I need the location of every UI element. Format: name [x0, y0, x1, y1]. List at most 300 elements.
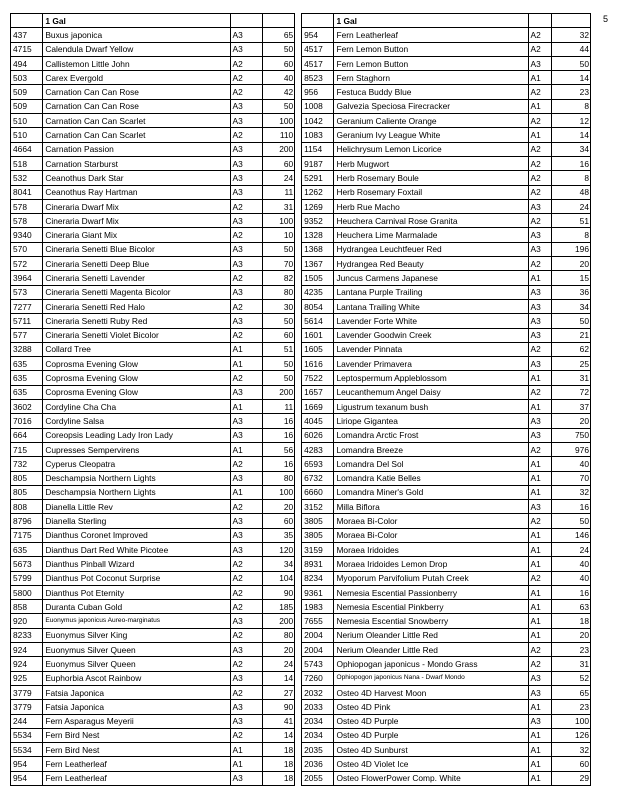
- left-plant-name: Cineraria Senetti Ruby Red: [43, 314, 230, 328]
- left-plant-name: Cineraria Senetti Violet Bicolor: [43, 328, 230, 342]
- right-item-code: 3152: [302, 500, 334, 514]
- column-gap: [295, 185, 302, 199]
- left-grade: A2: [230, 500, 262, 514]
- right-item-code: 6660: [302, 485, 334, 499]
- right-quantity: 48: [551, 185, 590, 199]
- table-row: [11, 185, 591, 199]
- column-gap: [295, 628, 302, 642]
- column-gap: [295, 457, 302, 471]
- left-plant-name: Deschampsia Northern Lights: [43, 471, 230, 485]
- table-row: [11, 628, 591, 642]
- right-grade: A1: [528, 128, 551, 142]
- right-item-code: 2004: [302, 628, 334, 642]
- header-blank: [11, 14, 43, 28]
- left-quantity: 50: [262, 357, 294, 371]
- column-gap: [295, 771, 302, 785]
- left-grade: A3: [230, 614, 262, 628]
- table-row: [11, 743, 591, 757]
- left-item-code: 715: [11, 442, 43, 456]
- left-plant-name: Cineraria Senetti Deep Blue: [43, 257, 230, 271]
- right-item-code: 2034: [302, 714, 334, 728]
- left-item-code: 3779: [11, 685, 43, 699]
- left-quantity: 35: [262, 528, 294, 542]
- right-plant-name: Juncus Carmens Japanese: [334, 271, 528, 285]
- right-quantity: 20: [551, 628, 590, 642]
- right-plant-name: Lavender Goodwin Creek: [334, 328, 528, 342]
- right-item-code: 1154: [302, 142, 334, 156]
- right-quantity: 72: [551, 385, 590, 399]
- left-grade: A2: [230, 457, 262, 471]
- column-gap: [295, 557, 302, 571]
- right-quantity: 20: [551, 414, 590, 428]
- right-grade: A1: [528, 557, 551, 571]
- right-item-code: 8523: [302, 71, 334, 85]
- left-item-code: 808: [11, 500, 43, 514]
- column-gap: [295, 685, 302, 699]
- right-grade: A2: [528, 257, 551, 271]
- column-gap: [295, 428, 302, 442]
- left-plant-name: Carnation Can Can Scarlet: [43, 114, 230, 128]
- column-gap: [295, 257, 302, 271]
- left-quantity: 200: [262, 385, 294, 399]
- column-gap: [295, 614, 302, 628]
- column-gap: [295, 643, 302, 657]
- left-item-code: 570: [11, 242, 43, 256]
- right-plant-name: Ligustrum texanum bush: [334, 400, 528, 414]
- left-grade: A2: [230, 328, 262, 342]
- left-quantity: 34: [262, 557, 294, 571]
- right-plant-name: Ophiopogon japonicus Nana - Dwarf Mondo: [334, 671, 528, 685]
- left-item-code: 732: [11, 457, 43, 471]
- right-quantity: 21: [551, 328, 590, 342]
- right-plant-name: Moraea Bi-Color: [334, 514, 528, 528]
- right-quantity: 51: [551, 214, 590, 228]
- column-gap: [295, 442, 302, 456]
- right-plant-name: Osteo 4D Violet Ice: [334, 757, 528, 771]
- column-gap: [295, 214, 302, 228]
- left-plant-name: Dianthus Dart Red White Picotee: [43, 542, 230, 556]
- right-grade: A1: [528, 628, 551, 642]
- right-item-code: 4283: [302, 442, 334, 456]
- left-grade: A3: [230, 171, 262, 185]
- left-item-code: 5711: [11, 314, 43, 328]
- right-quantity: 40: [551, 457, 590, 471]
- table-row: [11, 342, 591, 356]
- right-item-code: 1262: [302, 185, 334, 199]
- right-item-code: 3805: [302, 514, 334, 528]
- right-quantity: 40: [551, 557, 590, 571]
- right-quantity: 24: [551, 542, 590, 556]
- right-plant-name: Osteo 4D Sunburst: [334, 743, 528, 757]
- left-item-code: 635: [11, 385, 43, 399]
- left-quantity: 42: [262, 85, 294, 99]
- table-row: [11, 528, 591, 542]
- right-grade: A1: [528, 485, 551, 499]
- right-quantity: 60: [551, 757, 590, 771]
- column-gap: [295, 328, 302, 342]
- right-plant-name: Lavender Primavera: [334, 357, 528, 371]
- table-row: [11, 56, 591, 70]
- header-blank: [528, 14, 551, 28]
- left-plant-name: Euonymus Silver Queen: [43, 643, 230, 657]
- table-row: [11, 171, 591, 185]
- right-item-code: 4045: [302, 414, 334, 428]
- right-quantity: 196: [551, 242, 590, 256]
- left-grade: A1: [230, 342, 262, 356]
- table-row: [11, 657, 591, 671]
- left-grade: A3: [230, 528, 262, 542]
- left-grade: A1: [230, 442, 262, 456]
- left-item-code: 573: [11, 285, 43, 299]
- left-grade: A2: [230, 600, 262, 614]
- left-quantity: 104: [262, 571, 294, 585]
- left-quantity: 50: [262, 314, 294, 328]
- right-plant-name: Osteo 4D Purple: [334, 714, 528, 728]
- right-plant-name: Osteo 4D Pink: [334, 700, 528, 714]
- right-quantity: 12: [551, 114, 590, 128]
- left-grade: A3: [230, 428, 262, 442]
- left-grade: A2: [230, 85, 262, 99]
- right-plant-name: Liriope Gigantea: [334, 414, 528, 428]
- left-grade: A2: [230, 585, 262, 599]
- left-plant-name: Cineraria Senetti Lavender: [43, 271, 230, 285]
- right-plant-name: Lavender Pinnata: [334, 342, 528, 356]
- column-gap: [295, 700, 302, 714]
- left-item-code: 8041: [11, 185, 43, 199]
- right-grade: A3: [528, 714, 551, 728]
- left-quantity: 90: [262, 700, 294, 714]
- left-plant-name: Cordyline Salsa: [43, 414, 230, 428]
- left-plant-name: Fatsia Japonica: [43, 700, 230, 714]
- right-quantity: 29: [551, 771, 590, 785]
- left-plant-name: Cineraria Dwarf Mix: [43, 199, 230, 213]
- right-grade: A2: [528, 171, 551, 185]
- left-grade: A2: [230, 685, 262, 699]
- table-row: [11, 557, 591, 571]
- left-grade: A2: [230, 728, 262, 742]
- right-item-code: 1983: [302, 600, 334, 614]
- right-grade: A1: [528, 728, 551, 742]
- left-plant-name: Ceanothus Dark Star: [43, 171, 230, 185]
- column-gap: [295, 114, 302, 128]
- left-item-code: 3602: [11, 400, 43, 414]
- right-quantity: 65: [551, 685, 590, 699]
- right-plant-name: Osteo 4D Purple: [334, 728, 528, 742]
- right-plant-name: Nerium Oleander Little Red: [334, 628, 528, 642]
- right-quantity: 23: [551, 643, 590, 657]
- left-grade: A3: [230, 42, 262, 56]
- table-row: [11, 114, 591, 128]
- left-grade: A2: [230, 557, 262, 571]
- left-quantity: 16: [262, 414, 294, 428]
- right-plant-name: Hydrangea Red Beauty: [334, 257, 528, 271]
- table-row: [11, 214, 591, 228]
- right-grade: A3: [528, 299, 551, 313]
- left-grade: A3: [230, 542, 262, 556]
- right-item-code: 7260: [302, 671, 334, 685]
- table-row: [11, 199, 591, 213]
- left-quantity: 90: [262, 585, 294, 599]
- right-item-code: 7655: [302, 614, 334, 628]
- left-item-code: 635: [11, 371, 43, 385]
- right-grade: A3: [528, 314, 551, 328]
- left-plant-name: Cupresses Sempervirens: [43, 442, 230, 456]
- left-grade: A2: [230, 371, 262, 385]
- left-plant-name: Dianthus Coronet Improved: [43, 528, 230, 542]
- left-grade: A3: [230, 514, 262, 528]
- right-item-code: 1328: [302, 228, 334, 242]
- right-plant-name: Moraea Iridoides: [334, 542, 528, 556]
- table-row: [11, 28, 591, 42]
- table-row: [11, 643, 591, 657]
- left-item-code: 858: [11, 600, 43, 614]
- right-item-code: 4517: [302, 56, 334, 70]
- left-item-code: 5534: [11, 743, 43, 757]
- left-grade: A2: [230, 228, 262, 242]
- right-quantity: 14: [551, 71, 590, 85]
- right-quantity: 50: [551, 514, 590, 528]
- left-item-code: 954: [11, 771, 43, 785]
- left-plant-name: Euonymus Silver King: [43, 628, 230, 642]
- left-item-code: 5673: [11, 557, 43, 571]
- right-plant-name: Hydrangea Leuchtfeuer Red: [334, 242, 528, 256]
- table-row: [11, 542, 591, 556]
- right-item-code: 4517: [302, 42, 334, 56]
- right-grade: A2: [528, 42, 551, 56]
- left-grade: A1: [230, 757, 262, 771]
- right-grade: A1: [528, 743, 551, 757]
- left-plant-name: Euphorbia Ascot Rainbow: [43, 671, 230, 685]
- inventory-table-body: [11, 14, 591, 786]
- left-grade: A2: [230, 299, 262, 313]
- left-item-code: 924: [11, 657, 43, 671]
- left-item-code: 8233: [11, 628, 43, 642]
- right-item-code: 1083: [302, 128, 334, 142]
- right-quantity: 750: [551, 428, 590, 442]
- left-item-code: 8796: [11, 514, 43, 528]
- table-row: [11, 671, 591, 685]
- right-grade: A1: [528, 542, 551, 556]
- left-plant-name: Coprosma Evening Glow: [43, 357, 230, 371]
- right-plant-name: Fern Staghorn: [334, 71, 528, 85]
- left-plant-name: Carnation Starburst: [43, 156, 230, 170]
- right-item-code: 2036: [302, 757, 334, 771]
- table-row: [11, 285, 591, 299]
- right-item-code: 8931: [302, 557, 334, 571]
- right-plant-name: Osteo FlowerPower Comp. White: [334, 771, 528, 785]
- right-plant-name: Herb Rosemary Foxtail: [334, 185, 528, 199]
- right-item-code: 6732: [302, 471, 334, 485]
- right-grade: A1: [528, 600, 551, 614]
- right-plant-name: Fern Lemon Button: [334, 42, 528, 56]
- left-plant-name: Fern Leatherleaf: [43, 771, 230, 785]
- left-item-code: 5534: [11, 728, 43, 742]
- column-gap: [295, 728, 302, 742]
- left-grade: A3: [230, 414, 262, 428]
- right-plant-name: Nemesia Escential Snowberry: [334, 614, 528, 628]
- left-item-code: 635: [11, 357, 43, 371]
- header-blank: [551, 14, 590, 28]
- column-gap: [295, 400, 302, 414]
- table-row: [11, 471, 591, 485]
- left-grade: A3: [230, 385, 262, 399]
- left-item-code: 7277: [11, 299, 43, 313]
- right-quantity: 24: [551, 199, 590, 213]
- column-gap: [295, 299, 302, 313]
- column-gap: [295, 743, 302, 757]
- right-plant-name: Myoporum Parvifolium Putah Creek: [334, 571, 528, 585]
- left-grade: A2: [230, 56, 262, 70]
- table-row: [11, 500, 591, 514]
- right-grade: A3: [528, 285, 551, 299]
- left-quantity: 10: [262, 228, 294, 242]
- left-item-code: 244: [11, 714, 43, 728]
- left-quantity: 20: [262, 643, 294, 657]
- left-grade: A2: [230, 199, 262, 213]
- left-item-code: 7016: [11, 414, 43, 428]
- left-quantity: 51: [262, 342, 294, 356]
- left-quantity: 18: [262, 757, 294, 771]
- left-plant-name: Dianthus Pinball Wizard: [43, 557, 230, 571]
- left-grade: A3: [230, 114, 262, 128]
- column-gap: [295, 228, 302, 242]
- right-quantity: 36: [551, 285, 590, 299]
- right-grade: A3: [528, 242, 551, 256]
- left-grade: A2: [230, 271, 262, 285]
- column-gap: [295, 285, 302, 299]
- table-row: [11, 685, 591, 699]
- left-grade: A3: [230, 285, 262, 299]
- left-quantity: 11: [262, 185, 294, 199]
- left-item-code: 4664: [11, 142, 43, 156]
- right-item-code: 3159: [302, 542, 334, 556]
- right-quantity: 20: [551, 257, 590, 271]
- right-plant-name: Galvezia Speciosa Firecracker: [334, 99, 528, 113]
- left-plant-name: Coprosma Evening Glow: [43, 385, 230, 399]
- right-item-code: 1368: [302, 242, 334, 256]
- left-grade: A3: [230, 714, 262, 728]
- left-grade: A3: [230, 771, 262, 785]
- left-grade: A3: [230, 471, 262, 485]
- right-plant-name: Lomandra Del Sol: [334, 457, 528, 471]
- left-plant-name: Callistemon Little John: [43, 56, 230, 70]
- left-quantity: 14: [262, 671, 294, 685]
- left-item-code: 925: [11, 671, 43, 685]
- table-row: [11, 271, 591, 285]
- right-grade: A2: [528, 385, 551, 399]
- right-quantity: 37: [551, 400, 590, 414]
- right-grade: A3: [528, 228, 551, 242]
- left-grade: A3: [230, 671, 262, 685]
- left-quantity: 120: [262, 542, 294, 556]
- column-gap: [295, 314, 302, 328]
- right-grade: A2: [528, 571, 551, 585]
- left-quantity: 40: [262, 71, 294, 85]
- column-gap: [295, 757, 302, 771]
- right-grade: A2: [528, 342, 551, 356]
- left-grade: A1: [230, 400, 262, 414]
- right-plant-name: Herb Rue Macho: [334, 199, 528, 213]
- right-quantity: 14: [551, 128, 590, 142]
- right-plant-name: Moraea Bi-Color: [334, 528, 528, 542]
- table-row: [11, 442, 591, 456]
- column-gap: [295, 28, 302, 42]
- left-item-code: 572: [11, 257, 43, 271]
- right-quantity: 50: [551, 314, 590, 328]
- column-gap: [295, 42, 302, 56]
- column-gap: [295, 14, 302, 28]
- table-row: [11, 728, 591, 742]
- table-row: [11, 71, 591, 85]
- column-gap: [295, 271, 302, 285]
- left-quantity: 31: [262, 199, 294, 213]
- right-item-code: 954: [302, 28, 334, 42]
- right-plant-name: Leptospermum Appleblossom: [334, 371, 528, 385]
- column-gap: [295, 128, 302, 142]
- right-grade: A2: [528, 643, 551, 657]
- table-row: [11, 42, 591, 56]
- column-gap: [295, 385, 302, 399]
- left-item-code: 805: [11, 471, 43, 485]
- column-gap: [295, 471, 302, 485]
- right-item-code: 1669: [302, 400, 334, 414]
- right-item-code: 3805: [302, 528, 334, 542]
- right-quantity: 8: [551, 228, 590, 242]
- left-quantity: 20: [262, 500, 294, 514]
- right-plant-name: Geranium Ivy League White: [334, 128, 528, 142]
- right-quantity: 44: [551, 42, 590, 56]
- left-plant-name: Cineraria Dwarf Mix: [43, 214, 230, 228]
- right-quantity: 25: [551, 357, 590, 371]
- left-item-code: 494: [11, 56, 43, 70]
- right-quantity: 34: [551, 142, 590, 156]
- column-gap: [295, 657, 302, 671]
- right-item-code: 1367: [302, 257, 334, 271]
- right-plant-name: Milla Biflora: [334, 500, 528, 514]
- right-plant-name: Herb Mugwort: [334, 156, 528, 170]
- table-row: [11, 142, 591, 156]
- left-plant-name: Fern Bird Nest: [43, 728, 230, 742]
- right-item-code: 9187: [302, 156, 334, 170]
- right-grade: A2: [528, 514, 551, 528]
- left-grade: A3: [230, 214, 262, 228]
- right-plant-name: Geranium Caliente Orange: [334, 114, 528, 128]
- left-item-code: 954: [11, 757, 43, 771]
- table-row: [11, 257, 591, 271]
- header-blank: [302, 14, 334, 28]
- right-grade: A3: [528, 328, 551, 342]
- left-plant-name: Cineraria Giant Mix: [43, 228, 230, 242]
- left-item-code: 9340: [11, 228, 43, 242]
- right-quantity: 32: [551, 485, 590, 499]
- left-grade: A2: [230, 657, 262, 671]
- left-item-code: 924: [11, 643, 43, 657]
- right-grade: A1: [528, 471, 551, 485]
- inventory-table: [10, 13, 591, 786]
- left-plant-name: Coprosma Evening Glow: [43, 371, 230, 385]
- left-quantity: 18: [262, 771, 294, 785]
- left-quantity: 50: [262, 42, 294, 56]
- left-quantity: 60: [262, 56, 294, 70]
- right-quantity: 31: [551, 657, 590, 671]
- right-quantity: 146: [551, 528, 590, 542]
- left-plant-name: Euonymus japonicus Aureo-marginatus: [43, 614, 230, 628]
- right-item-code: 6026: [302, 428, 334, 442]
- left-plant-name: Cyperus Cleopatra: [43, 457, 230, 471]
- table-row: [11, 99, 591, 113]
- table-row: [11, 600, 591, 614]
- left-plant-name: Cineraria Senetti Blue Bicolor: [43, 242, 230, 256]
